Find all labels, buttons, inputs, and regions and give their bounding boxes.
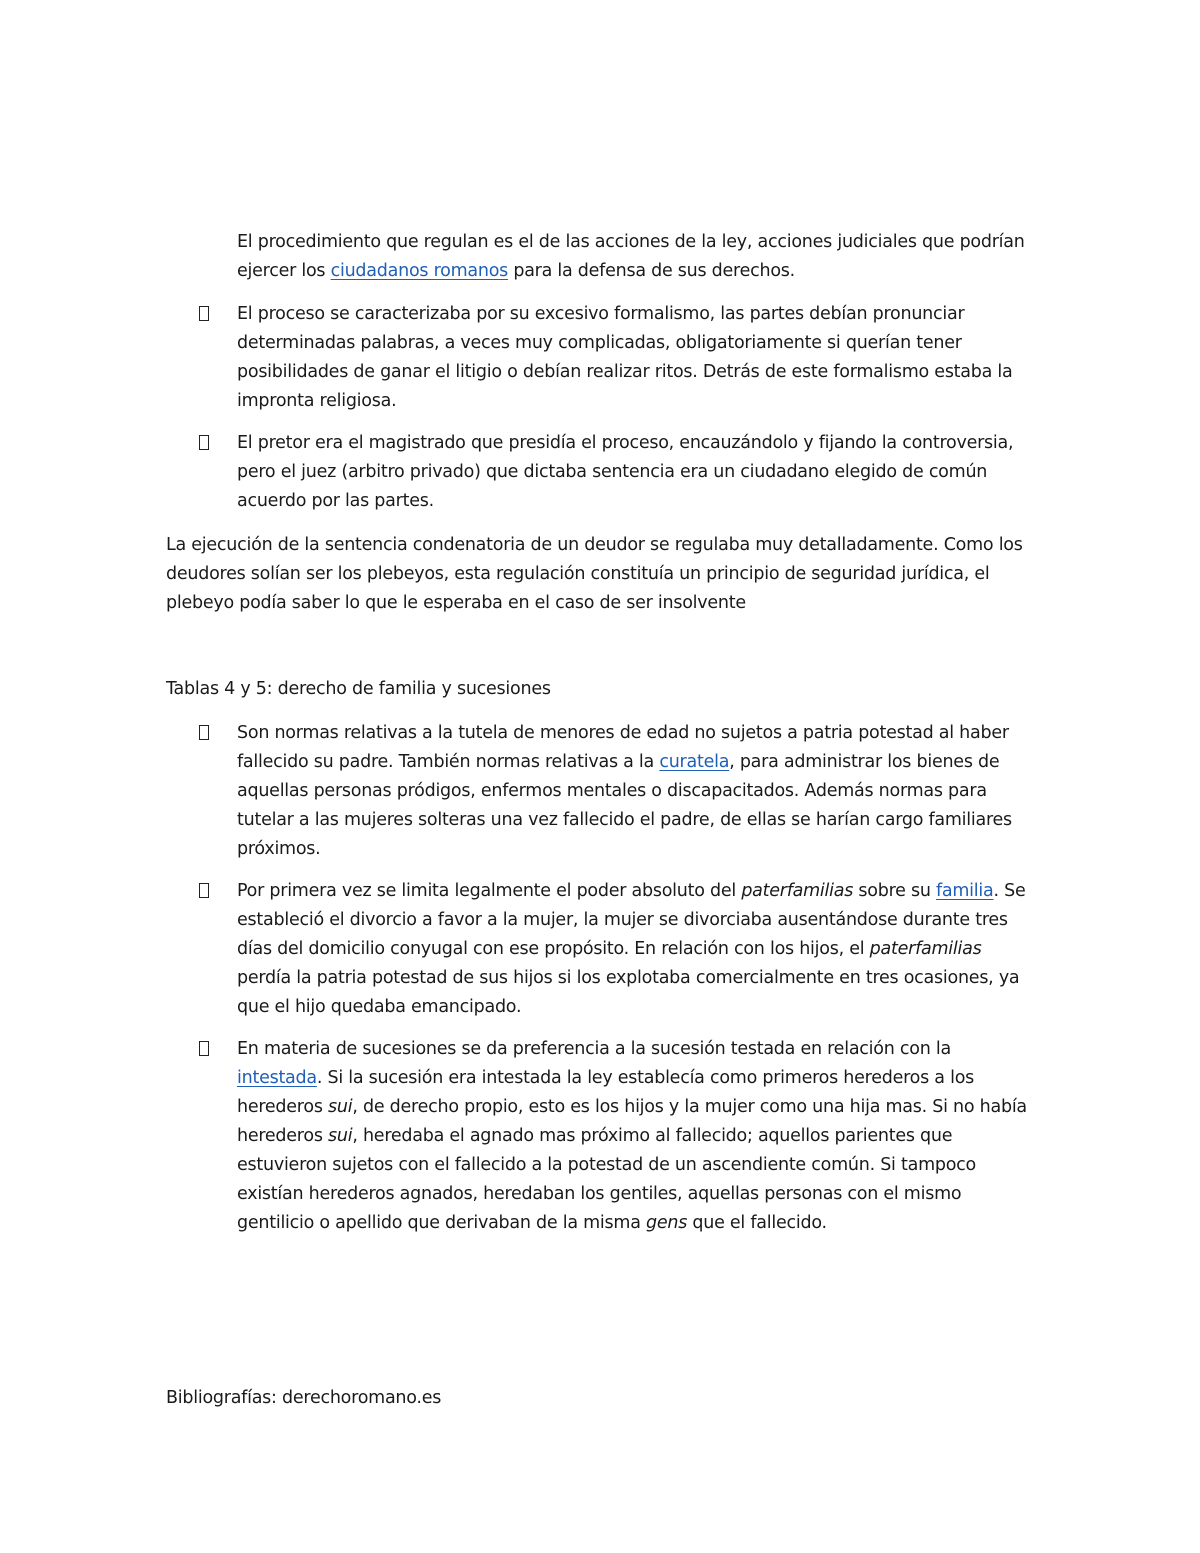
intro-paragraph [237, 228, 1037, 286]
suc-text-4: , heredaba el agnado mas próximo al fallecido; aquellos parientes que estuvieron sujetos con el fallecido a la potestad de un ascendiente común. Si tampoco existían herederos agnados, heredaban los gentiles, aquellas personas con el mismo gentilicio o apellido que derivaban de la misma [237, 1126, 977, 1233]
intro-text-1: El procedimiento que regulan es el de las acciones de la ley, acciones judiciales que podrían ejercer los [237, 232, 1025, 281]
suc-italic-1: sui [328, 1097, 353, 1117]
pater-text-4: perdía la patria potestad de sus hijos si los explotaba comercialmente en tres ocasiones, ya que el hijo quedaba emancipado. [237, 968, 1020, 1017]
tutela-text-1: Son normas relativas a la tutela de menores de edad no sujetos a patria potestad al haber fallecido su padre. También normas relativas a la [237, 723, 1009, 772]
pater-italic-1: paterfamilias [741, 881, 854, 901]
bullet-icon [199, 435, 209, 450]
bibliografia [166, 1384, 1036, 1413]
pater-text-3: . Se estableció el divorcio a favor a la mujer, la mujer se divorciaba ausentándose durante tres días del domicilio conyugal con ese propósito. En relación con los hijos, el [237, 881, 1026, 959]
suc-text-3: , de derecho propio, esto es los hijos y la mujer como una hija mas. Si no había herederos [237, 1097, 1027, 1146]
bullet-pretor [237, 429, 1037, 516]
suc-text-2: . Si la sucesión era intestada la ley establecía como primeros herederos a los herederos [237, 1068, 975, 1117]
pater-text-2: sobre su [853, 881, 936, 901]
bullet-icon [199, 1041, 209, 1056]
link-intestada[interactable]: intestada [237, 1068, 317, 1088]
bullet-paterfamilias [237, 877, 1037, 1022]
ejecucion-paragraph [166, 531, 1036, 618]
bullet-sucesiones [237, 1035, 1037, 1238]
bullet-formalismo-text: El proceso se caracterizaba por su excesivo formalismo, las partes debían pronunciar determinadas palabras, a veces muy complicadas, obligatoriamente si querían tener posibilidades de ganar el litigio o debían realizar ritos. Detrás de este formalismo estaba la impronta religiosa. [237, 304, 1013, 411]
link-familia[interactable]: familia [936, 881, 994, 901]
suc-text-1: En materia de sucesiones se da preferencia a la sucesión testada en relación con la [237, 1039, 951, 1059]
suc-italic-3: gens [645, 1213, 688, 1233]
tutela-text-2: , para administrar los bienes de aquellas personas pródigos, enfermos mentales o discapacitados. Además normas para tutelar a las mujeres solteras una vez fallecido el padre, de ellas se harían cargo familiares próximos. [237, 752, 1012, 859]
suc-text-5: que el fallecido. [687, 1213, 827, 1233]
bullet-tutela [237, 719, 1037, 864]
intro-text-2: para la defensa de sus derechos. [508, 261, 795, 281]
pater-text-1: Por primera vez se limita legalmente el poder absoluto del [237, 881, 742, 901]
bullet-pretor-text: El pretor era el magistrado que presidía el proceso, encauzándolo y fijando la controversia, pero el juez (arbitro privado) que dictaba sentencia era un ciudadano elegido de común acuerdo por las partes. [237, 433, 1014, 511]
link-ciudadanos-romanos[interactable]: ciudadanos romanos [330, 261, 509, 281]
bullet-formalismo [237, 300, 1037, 416]
tablas-heading [166, 675, 1036, 704]
tablas-heading-text: Tablas 4 y 5: derecho de familia y sucesiones [166, 679, 551, 699]
link-curatela[interactable]: curatela [659, 752, 730, 772]
ejecucion-text: La ejecución de la sentencia condenatoria de un deudor se regulaba muy detalladamente. Como los deudores solían ser los plebeyos, esta regulación constituía un principio de seguridad jurídica, el plebeyo podía saber lo que le esperaba en el caso de ser insolvente [166, 535, 1023, 613]
bullet-icon [199, 306, 209, 321]
bullet-icon [199, 725, 209, 740]
suc-italic-2: sui [328, 1126, 353, 1146]
pater-italic-2: paterfamilias [869, 939, 982, 959]
bullet-icon [199, 883, 209, 898]
bibliografia-text: Bibliografías: derechoromano.es [166, 1388, 442, 1408]
